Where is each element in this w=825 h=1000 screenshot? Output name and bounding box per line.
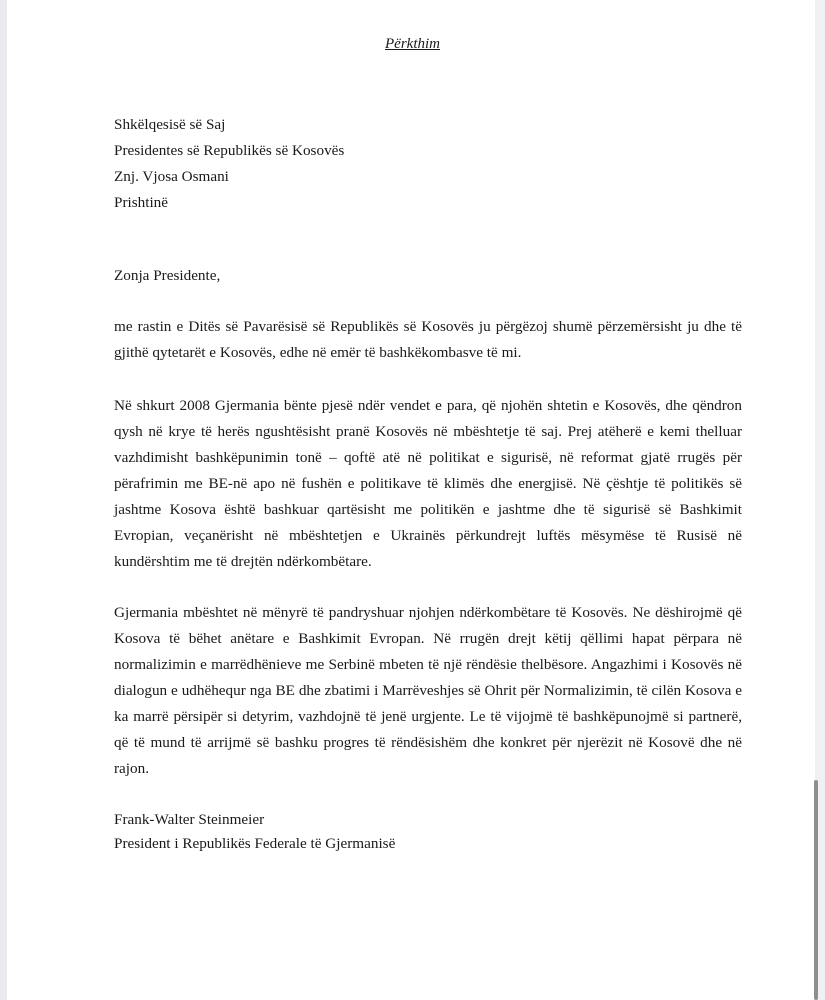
paragraph: Gjermania mbështet në mënyrë të pandryshuar njohjen ndërkombëtare të Kosovës. Ne dëshirojmë që Kosova të bëhet anëtare e Bashkimit Evropan. Në rrugën drejt këtij qëllimi hapat përpara në normalizimin e marrëdhënieve me Serbinë mbeten të një rëndësie thelbësore. Angazhimi i Kosovës në dialogun e udhëhequr nga BE dhe zbatimi i Marrëveshjes së Ohrit për Normalizimin, të cilën Kosova e ka marrë përsipër si detyrim, vazhdojnë të jenë urgjente. Le të vijojmë të bashkëpunojmë si partnerë, që të mund të arrijmë së bashku progres të rëndësishëm dhe konkret për njerëzit në Kosovë dhe në rajon. bbox=[114, 604, 742, 777]
signature-block bbox=[114, 807, 395, 855]
scrollbar-thumb[interactable] bbox=[814, 780, 818, 1000]
address-line: Prishtinë bbox=[114, 194, 169, 211]
recipient-address bbox=[114, 112, 344, 216]
salutation: Zonja Presidente, bbox=[114, 267, 221, 284]
address-line: Shkëlqesisë së Saj bbox=[114, 116, 226, 133]
address-line: Presidentes së Republikës së Kosovës bbox=[114, 142, 345, 159]
signatory-title: President i Republikës Federale të Gjermanisë bbox=[114, 835, 396, 852]
signatory-name: Frank-Walter Steinmeier bbox=[114, 811, 265, 828]
paragraph: Në shkurt 2008 Gjermania bënte pjesë ndër vendet e para, që njohën shtetin e Kosovës, dhe qëndron qysh në krye të herës ngushtësisht pranë Kosovës në mbështetje të saj. Prej atëherë e kemi thelluar vazhdimisht bashkëpunimin tonë – qoftë atë në politikat e sigurisë, në reformat gjatë rrugës për përafrimin me BE-në apo në fushën e politikave të klimës dhe energjisë. Në çështje të politikës së jashtme Kosova është bashkuar qartësisht me politikën e jashtme dhe të sigurisë së Bashkimit Evropian, veçanërisht në mbështetjen e Ukrainës përkundrejt luftës mësymëse të Rusisë në kundërshtim me të drejtën ndërkombëtare. bbox=[114, 397, 742, 570]
document-title: Përkthim bbox=[385, 36, 440, 52]
paragraph: me rastin e Ditës së Pavarësisë së Republikës së Kosovës ju përgëzoj shumë përzemërsisht ju dhe të gjithë qytetarët e Kosovës, edhe në emër të bashkëkombasve të mi. bbox=[114, 318, 742, 361]
address-line: Znj. Vjosa Osmani bbox=[114, 168, 229, 185]
